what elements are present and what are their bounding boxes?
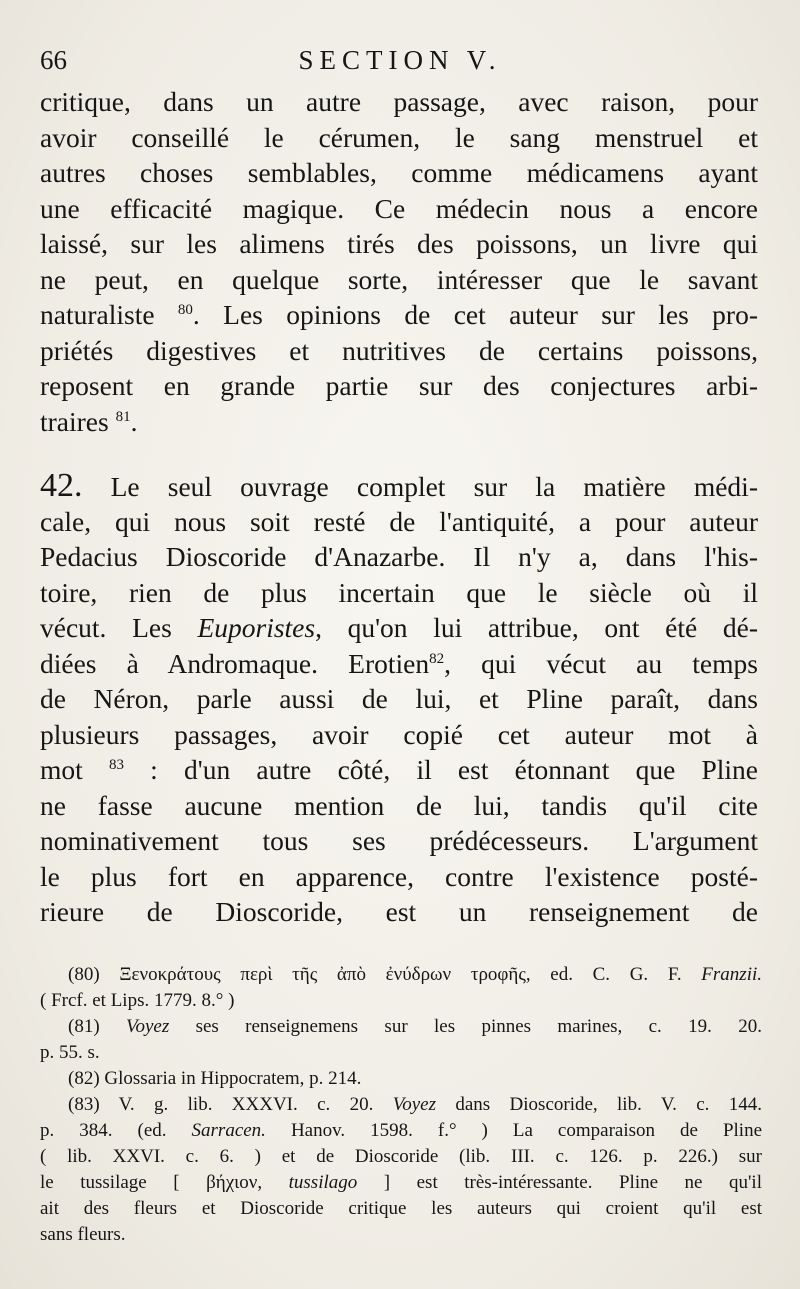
page-header: [40, 40, 760, 80]
footnote-ref: 83: [108, 756, 124, 773]
text-line: avoir conseillé le cérumen, le sang menstruel et: [40, 121, 758, 153]
text-line: une efficacité magique. Ce médecin nous a encore: [40, 192, 758, 224]
footnote-83-cont: le tussilage [ βήχιον, tussilago ] est très-intéressante. Pline ne qu'il: [40, 1172, 762, 1193]
footnote-81: (81) Voyez ses renseignemens sur les pinnes marines, c. 19. 20.: [68, 1016, 762, 1037]
text-line: mot $^{83}$ : d'un autre côté, il est étonnant que Pline: [40, 754, 758, 785]
text-line: critique, dans un autre passage, avec raison, pour: [40, 86, 758, 117]
footnote-83-cont: ait des fleurs et Dioscoride critique les auteurs qui croient qu'il est: [40, 1198, 762, 1219]
running-head: SECTION V.: [298, 45, 502, 75]
footnote-81-cont: p. 55. s.: [40, 1042, 100, 1063]
footnotes: [40, 962, 762, 1248]
title-euporistes: Euporistes: [197, 612, 316, 643]
text-line: toire, rien de plus incertain que le siècle où il: [40, 576, 758, 608]
text-line: diées à Andromaque. Erotien$^{82}$, qui vécut au temps: [40, 647, 758, 679]
footnote-82: (82) Glossaria in Hippocratem, p. 214.: [68, 1068, 362, 1089]
text-line: de Néron, parle aussi de lui, et Pline paraît, dans: [40, 683, 758, 714]
footnote-83-cont: ( lib. XXVI. c. 6. ) et de Dioscoride (lib. III. c. 126. p. 226.) sur: [40, 1146, 762, 1167]
text-line: le plus fort en apparence, contre l'existence posté-: [40, 860, 758, 892]
text-line: ne peut, en quelque sorte, intéresser que le savant: [40, 263, 758, 295]
text-line: laissé, sur les alimens tirés des poissons, un livre qui: [40, 228, 758, 259]
text-line: 42. Le seul ouvrage complet sur la matière médi-: [40, 467, 758, 504]
paragraph-1: [40, 84, 758, 439]
text-line: traires $^{81}$.: [40, 405, 138, 437]
text-line: ne fasse aucune mention de lui, tandis qu'il cite: [40, 789, 758, 821]
section-number: 42.: [40, 467, 83, 504]
text-line: Pedacius Dioscoride d'Anazarbe. Il n'y a, dans l'his-: [40, 541, 758, 572]
footnote-ref: 80: [177, 301, 193, 318]
text-line: autres choses semblables, comme médicamens ayant: [40, 157, 758, 188]
footnote-ref: 82: [429, 650, 445, 667]
footnote-80-cont: ( Frcf. et Lips. 1779. 8.° ): [40, 990, 235, 1011]
footnote-ref: 81: [115, 408, 131, 425]
footnote-83: (83) V. g. lib. XXXVI. c. 20. Voyez dans Dioscoride, lib. V. c. 144.: [68, 1094, 762, 1115]
footnote-80: (80) Ξενοκράτους περὶ τῆς ἀπὸ ἐνύδρων τροφῆς, ed. C. G. F. Franzii.: [68, 964, 762, 985]
text-line: cale, qui nous soit resté de l'antiquité, a pour auteur: [40, 505, 758, 537]
footnote-83-cont: p. 384. (ed. Sarracen. Hanov. 1598. f.° ) La comparaison de Pline: [40, 1120, 763, 1141]
text-line: rieure de Dioscoride, est un renseignement de: [40, 896, 758, 927]
paragraph-2: [40, 468, 758, 930]
text-line: priétés digestives et nutritives de certains poissons,: [40, 334, 758, 366]
text-line: reposent en grande partie sur des conjectures arbi-: [40, 370, 758, 401]
page-number: 66: [40, 45, 67, 75]
footnote-83-cont: sans fleurs.: [40, 1224, 126, 1245]
text-line: nominativement tous ses prédécesseurs. L'argument: [40, 825, 758, 856]
text-line: naturaliste $^{80}$. Les opinions de cet auteur sur les pro-: [40, 299, 758, 330]
text-line: plusieurs passages, avoir copié cet auteur mot à: [40, 718, 758, 750]
text-line: vécut. Les Euporistes, qu'on lui attribue, ont été dé-: [40, 612, 758, 643]
